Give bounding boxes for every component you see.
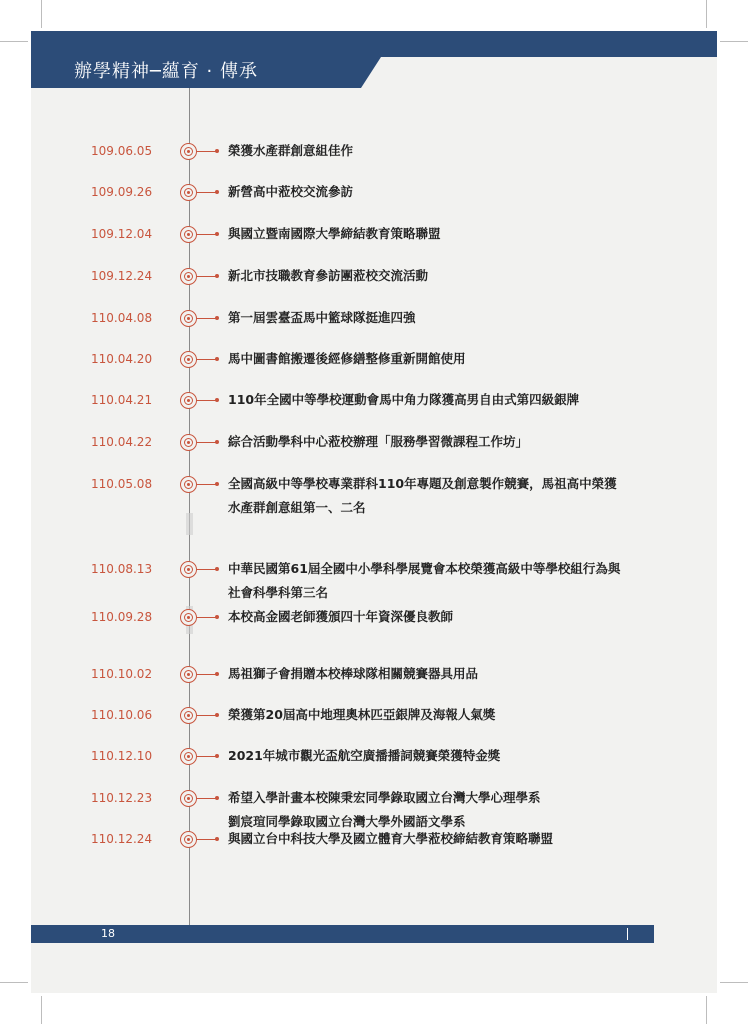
page-title: 辦學精神─蘊育 · 傳承: [74, 61, 259, 82]
timeline-dot-icon: [215, 567, 219, 571]
timeline-connector: [197, 484, 217, 485]
timeline-connector: [197, 756, 217, 757]
timeline-dot-icon: [215, 149, 219, 153]
timeline-text-line: 榮獲水產群創意組佳作: [228, 143, 354, 158]
timeline-text-line: 新營高中蒞校交流參訪: [228, 184, 354, 199]
timeline-node-icon: [180, 310, 197, 327]
timeline-dot-icon: [215, 615, 219, 619]
timeline-text-line: 馬中圖書館搬遷後經修繕整修重新開館使用: [228, 351, 466, 366]
timeline-text: [228, 557, 688, 605]
crop-mark: [41, 996, 42, 1024]
timeline-node-icon: [180, 561, 197, 578]
timeline-text-line: 馬祖獅子會捐贈本校棒球隊相關競賽器具用品: [228, 666, 479, 681]
timeline-dot-icon: [215, 274, 219, 278]
timeline-dot-icon: [215, 482, 219, 486]
timeline-node-icon: [180, 476, 197, 493]
timeline-text-line: 中華民國第61屆全國中小學科學展覽會本校榮獲高級中等學校組行為與: [228, 561, 621, 576]
timeline-node-icon: [180, 748, 197, 765]
timeline-dot-icon: [215, 232, 219, 236]
crop-mark: [706, 0, 707, 28]
timeline-text-line: 110年全國中等學校運動會馬中角力隊獲高男自由式第四級銀牌: [228, 392, 580, 407]
timeline-date: 110.04.21: [91, 393, 153, 407]
timeline-node-icon: [180, 790, 197, 807]
footer-divider: [627, 928, 628, 940]
timeline-node-icon: [180, 392, 197, 409]
timeline-date: 109.09.26: [91, 185, 153, 199]
timeline-node-icon: [180, 707, 197, 724]
timeline-date: 109.06.05: [91, 144, 153, 158]
timeline-connector: [197, 192, 217, 193]
timeline-node-icon: [180, 666, 197, 683]
page-header: [31, 31, 717, 88]
timeline-date: 110.05.08: [91, 477, 153, 491]
timeline-node-icon: [180, 831, 197, 848]
timeline-node-icon: [180, 184, 197, 201]
timeline-date: 109.12.04: [91, 227, 153, 241]
timeline-text-line: 本校高金國老師獲頒四十年資深優良教師: [228, 609, 454, 624]
timeline-text-line: 綜合活動學科中心蒞校辦理「服務學習微課程工作坊」: [228, 434, 529, 449]
timeline-date: 110.04.22: [91, 435, 153, 449]
timeline-text-line: 榮獲第20屆高中地理奧林匹亞銀牌及海報人氣獎: [228, 707, 496, 722]
timeline-node-icon: [180, 351, 197, 368]
timeline-date: 110.04.08: [91, 311, 153, 325]
timeline-dot-icon: [215, 672, 219, 676]
timeline-text: [228, 662, 688, 686]
timeline-text: [228, 430, 688, 454]
timeline-connector: [197, 715, 217, 716]
timeline-text: [228, 472, 688, 520]
crop-mark: [41, 0, 42, 28]
timeline-dot-icon: [215, 796, 219, 800]
timeline-dot-icon: [215, 440, 219, 444]
timeline-node-icon: [180, 268, 197, 285]
timeline-text-line: 新北市技職教育參訪團蒞校交流活動: [228, 268, 429, 283]
timeline-text-line: 第一屆雲臺盃馬中籃球隊挺進四強: [228, 310, 416, 325]
timeline-text: [228, 388, 688, 412]
timeline-text: [228, 222, 688, 246]
timeline-node-icon: [180, 434, 197, 451]
timeline-connector: [197, 151, 217, 152]
timeline-text: [228, 264, 688, 288]
page-number: 18: [101, 927, 115, 940]
crop-mark: [720, 41, 748, 42]
timeline-date: 110.08.13: [91, 562, 153, 576]
timeline-node-icon: [180, 143, 197, 160]
timeline-connector: [197, 617, 217, 618]
timeline-dot-icon: [215, 357, 219, 361]
timeline-connector: [197, 276, 217, 277]
timeline-dot-icon: [215, 398, 219, 402]
timeline-date: 109.12.24: [91, 269, 153, 283]
timeline-text: [228, 703, 688, 727]
timeline-date: 110.09.28: [91, 610, 153, 624]
timeline-text-line: 希望入學計畫本校陳秉宏同學錄取國立台灣大學心理學系: [228, 790, 541, 805]
timeline-date: 110.12.24: [91, 832, 153, 846]
timeline-connector: [197, 359, 217, 360]
timeline-text: [228, 605, 688, 629]
timeline-text-line: 2021年城市觀光盃航空廣播播詞競賽榮獲特金獎: [228, 748, 501, 763]
timeline-dot-icon: [215, 754, 219, 758]
crop-mark: [720, 982, 748, 983]
crop-mark: [706, 996, 707, 1024]
timeline-date: 110.10.06: [91, 708, 153, 722]
timeline-text: [228, 744, 688, 768]
page-footer: [31, 925, 654, 943]
timeline-text-line: 全國高級中等學校專業群科110年專題及創意製作競賽，馬祖高中榮獲: [228, 476, 617, 491]
timeline-text: [228, 180, 688, 204]
timeline-text: [228, 306, 688, 330]
timeline-axis-gap: [186, 513, 193, 535]
timeline-text-line: 劉宸瑄同學錄取國立台灣大學外國語文學系: [228, 814, 466, 829]
crop-mark: [0, 982, 28, 983]
timeline-text-line: 水產群創意組第一、二名: [228, 500, 366, 515]
timeline-connector: [197, 839, 217, 840]
document-page: [31, 31, 717, 993]
timeline-node-icon: [180, 226, 197, 243]
timeline-connector: [197, 234, 217, 235]
timeline-dot-icon: [215, 837, 219, 841]
timeline-date: 110.10.02: [91, 667, 153, 681]
timeline-text-line: 社會科學科第三名: [228, 585, 329, 600]
timeline-date: 110.12.23: [91, 791, 153, 805]
timeline-dot-icon: [215, 190, 219, 194]
timeline-connector: [197, 674, 217, 675]
timeline-connector: [197, 400, 217, 401]
timeline-text-line: 與國立台中科技大學及國立體育大學蒞校締結教育策略聯盟: [228, 831, 554, 846]
timeline-connector: [197, 318, 217, 319]
timeline-text: [228, 347, 688, 371]
timeline-text: [228, 827, 688, 851]
timeline-date: 110.12.10: [91, 749, 153, 763]
crop-mark: [0, 41, 28, 42]
timeline-connector: [197, 442, 217, 443]
timeline-text-line: 與國立暨南國際大學締結教育策略聯盟: [228, 226, 441, 241]
timeline-connector: [197, 798, 217, 799]
timeline-dot-icon: [215, 713, 219, 717]
timeline-text: [228, 139, 688, 163]
timeline-connector: [197, 569, 217, 570]
timeline-date: 110.04.20: [91, 352, 153, 366]
timeline-node-icon: [180, 609, 197, 626]
timeline-dot-icon: [215, 316, 219, 320]
